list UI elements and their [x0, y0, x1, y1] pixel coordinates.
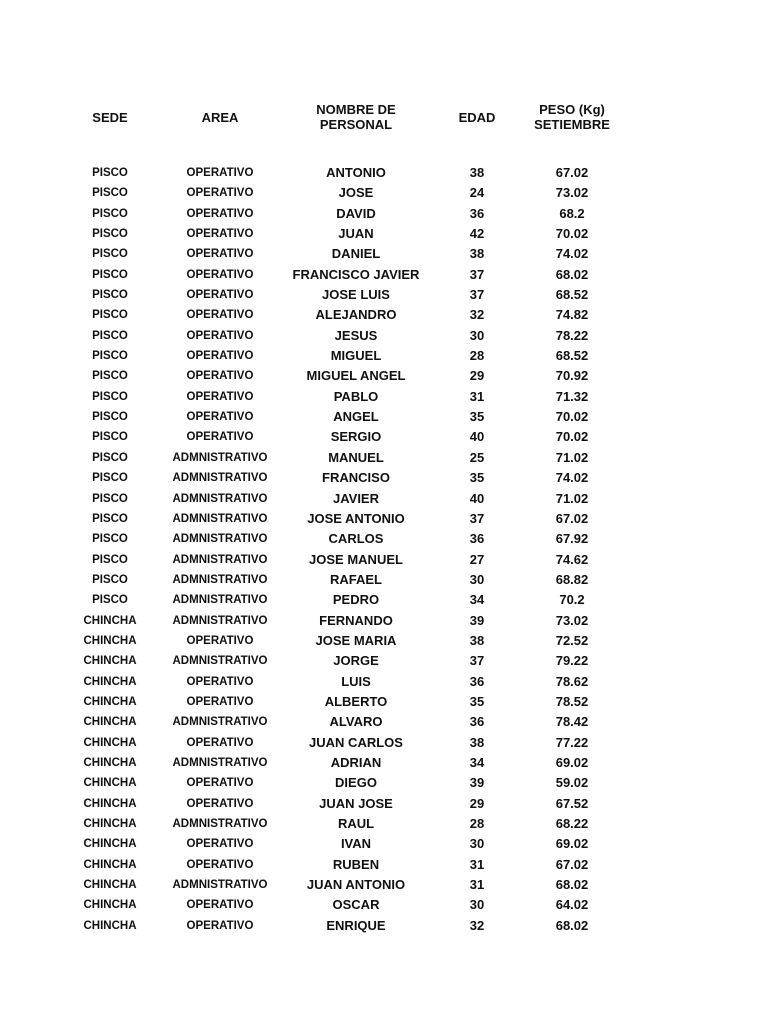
table-row	[0, 366, 768, 386]
cell-peso: 69.02	[555, 754, 589, 770]
table-row	[0, 427, 768, 447]
cell-sede: PISCO	[92, 207, 128, 220]
cell-sede: CHINCHA	[83, 899, 137, 912]
cell-nombre: OSCAR	[332, 897, 380, 913]
table-row	[0, 916, 768, 936]
table-row	[0, 305, 768, 325]
cell-nombre: DAVID	[336, 205, 376, 221]
header-area: AREA	[201, 109, 239, 125]
table-row	[0, 163, 768, 183]
cell-peso: 74.62	[555, 551, 589, 567]
cell-area: ADMNISTRATIVO	[172, 879, 268, 892]
cell-peso: 68.02	[555, 266, 589, 282]
cell-nombre: MANUEL	[328, 449, 384, 465]
cell-peso: 68.52	[555, 348, 589, 364]
cell-area: OPERATIVO	[186, 329, 254, 342]
cell-edad: 29	[469, 795, 485, 811]
cell-area: OPERATIVO	[186, 797, 254, 810]
cell-edad: 31	[469, 388, 485, 404]
cell-area: OPERATIVO	[186, 167, 254, 179]
cell-sede: CHINCHA	[83, 756, 137, 769]
cell-area: OPERATIVO	[186, 187, 254, 200]
cell-nombre: ALEJANDRO	[315, 307, 397, 323]
table-row	[0, 570, 768, 590]
cell-edad: 34	[469, 592, 485, 608]
header-edad: EDAD	[458, 109, 496, 125]
cell-peso: 68.02	[555, 917, 589, 933]
cell-peso: 74.82	[555, 307, 589, 323]
table-row	[0, 733, 768, 753]
table-header	[0, 100, 768, 134]
cell-nombre: ENRIQUE	[326, 917, 386, 933]
header-nombre-de-personal: NOMBRE DE PERSONAL	[316, 102, 396, 132]
cell-area: ADMNISTRATIVO	[172, 573, 268, 586]
cell-sede: CHINCHA	[83, 655, 137, 668]
cell-nombre: JESUS	[334, 327, 378, 343]
cell-peso: 73.02	[555, 185, 589, 201]
cell-sede: PISCO	[92, 553, 128, 566]
cell-area: ADMNISTRATIVO	[172, 716, 268, 729]
cell-sede: PISCO	[92, 512, 128, 525]
cell-area: OPERATIVO	[186, 675, 254, 688]
cell-edad: 37	[469, 653, 485, 669]
cell-peso: 68.2	[559, 205, 585, 221]
cell-nombre: JUAN JOSE	[319, 795, 393, 811]
cell-sede: PISCO	[92, 390, 128, 403]
cell-sede: PISCO	[92, 594, 128, 607]
cell-peso: 74.02	[555, 470, 589, 486]
cell-sede: PISCO	[92, 228, 128, 241]
cell-area: ADMNISTRATIVO	[172, 472, 268, 485]
cell-peso: 70.02	[555, 226, 589, 242]
cell-area: ADMNISTRATIVO	[172, 553, 268, 566]
cell-sede: PISCO	[92, 167, 128, 179]
cell-sede: PISCO	[92, 309, 128, 322]
cell-area: OPERATIVO	[186, 858, 254, 871]
cell-edad: 34	[469, 754, 485, 770]
cell-peso: 68.22	[555, 816, 589, 831]
cell-peso: 71.02	[555, 490, 589, 506]
cell-edad: 35	[469, 693, 485, 709]
cell-edad: 32	[469, 917, 485, 933]
cell-peso: 68.02	[555, 877, 589, 893]
cell-sede: PISCO	[92, 268, 128, 281]
cell-edad: 38	[469, 165, 485, 180]
header-peso-setiembre: PESO (Kg) SETIEMBRE	[534, 102, 610, 132]
cell-sede: PISCO	[92, 370, 128, 383]
cell-sede: PISCO	[92, 289, 128, 302]
cell-area: OPERATIVO	[186, 248, 254, 261]
cell-area: OPERATIVO	[186, 736, 254, 749]
table-row	[0, 387, 768, 407]
cell-edad: 32	[469, 307, 485, 323]
table-row	[0, 204, 768, 224]
cell-edad: 30	[469, 897, 485, 913]
cell-edad: 37	[469, 266, 485, 282]
cell-nombre: PEDRO	[332, 592, 380, 608]
cell-peso: 79.22	[555, 653, 589, 669]
cell-nombre: JUAN	[338, 226, 374, 242]
cell-area: ADMNISTRATIVO	[172, 533, 268, 546]
cell-sede: CHINCHA	[83, 797, 137, 810]
cell-area: ADMNISTRATIVO	[172, 756, 268, 769]
table-row	[0, 407, 768, 427]
cell-sede: PISCO	[92, 329, 128, 342]
cell-sede: CHINCHA	[83, 634, 137, 647]
cell-peso: 70.02	[555, 429, 589, 445]
cell-edad: 31	[469, 856, 485, 872]
cell-edad: 38	[469, 632, 485, 648]
cell-sede: PISCO	[92, 573, 128, 586]
cell-area: OPERATIVO	[186, 919, 254, 932]
table-row	[0, 712, 768, 732]
cell-edad: 27	[469, 551, 485, 567]
cell-peso: 77.22	[555, 734, 589, 750]
cell-nombre: JOSE MANUEL	[309, 551, 403, 567]
cell-edad: 25	[469, 449, 485, 465]
cell-area: OPERATIVO	[186, 370, 254, 383]
cell-nombre: RUBEN	[332, 856, 380, 872]
cell-peso: 78.42	[555, 714, 589, 730]
cell-edad: 36	[469, 714, 485, 730]
cell-edad: 30	[469, 327, 485, 343]
table-row	[0, 651, 768, 671]
table-row	[0, 244, 768, 264]
cell-edad: 28	[469, 816, 485, 831]
cell-peso: 67.02	[555, 165, 589, 180]
cell-peso: 71.02	[555, 449, 589, 465]
table-row	[0, 692, 768, 712]
cell-sede: PISCO	[92, 187, 128, 200]
cell-area: ADMNISTRATIVO	[172, 594, 268, 607]
table-row	[0, 875, 768, 895]
cell-area: OPERATIVO	[186, 634, 254, 647]
cell-nombre: ADRIAN	[330, 754, 382, 770]
cell-peso: 70.02	[555, 409, 589, 425]
cell-nombre: JUAN ANTONIO	[306, 877, 406, 893]
cell-edad: 29	[469, 368, 485, 384]
cell-edad: 35	[469, 470, 485, 486]
cell-nombre: JOSE ANTONIO	[307, 510, 405, 526]
cell-edad: 30	[469, 571, 485, 587]
cell-peso: 78.62	[555, 673, 589, 689]
cell-nombre: MIGUEL	[330, 348, 382, 364]
cell-area: OPERATIVO	[186, 207, 254, 220]
cell-nombre: PABLO	[333, 388, 379, 404]
cell-sede: PISCO	[92, 451, 128, 464]
table-row	[0, 895, 768, 915]
cell-sede: CHINCHA	[83, 838, 137, 851]
cell-peso: 78.52	[555, 693, 589, 709]
cell-edad: 37	[469, 287, 485, 303]
cell-area: OPERATIVO	[186, 777, 254, 790]
cell-nombre: JOSE MARIA	[315, 632, 397, 648]
cell-area: OPERATIVO	[186, 838, 254, 851]
cell-sede: CHINCHA	[83, 614, 137, 627]
cell-peso: 71.32	[555, 388, 589, 404]
cell-sede: PISCO	[92, 472, 128, 485]
table-row	[0, 611, 768, 631]
table-row	[0, 631, 768, 651]
cell-area: OPERATIVO	[186, 390, 254, 403]
table-row	[0, 285, 768, 305]
cell-sede: CHINCHA	[83, 736, 137, 749]
table-row	[0, 326, 768, 346]
table-row	[0, 529, 768, 549]
cell-nombre: ANGEL	[333, 409, 379, 425]
table-row	[0, 509, 768, 529]
table-row	[0, 794, 768, 814]
cell-edad: 35	[469, 409, 485, 425]
cell-peso: 59.02	[555, 775, 589, 791]
cell-edad: 39	[469, 612, 485, 628]
cell-area: ADMNISTRATIVO	[172, 614, 268, 627]
cell-area: OPERATIVO	[186, 268, 254, 281]
cell-peso: 70.2	[559, 592, 585, 608]
cell-peso: 68.82	[555, 571, 589, 587]
cell-peso: 67.92	[555, 531, 589, 547]
cell-nombre: RAFAEL	[330, 571, 382, 587]
cell-edad: 37	[469, 510, 485, 526]
cell-peso: 68.52	[555, 287, 589, 303]
cell-sede: PISCO	[92, 411, 128, 424]
cell-sede: CHINCHA	[83, 818, 137, 830]
cell-area: OPERATIVO	[186, 350, 254, 363]
cell-nombre: FERNANDO	[319, 612, 393, 628]
cell-edad: 38	[469, 734, 485, 750]
cell-area: OPERATIVO	[186, 228, 254, 241]
table-row	[0, 814, 768, 834]
cell-edad: 36	[469, 673, 485, 689]
cell-nombre: DANIEL	[331, 246, 381, 262]
cell-edad: 40	[469, 429, 485, 445]
cell-sede: PISCO	[92, 248, 128, 261]
cell-area: OPERATIVO	[186, 431, 254, 444]
cell-nombre: LUIS	[341, 673, 371, 689]
cell-nombre: JAVIER	[333, 490, 379, 506]
cell-area: OPERATIVO	[186, 899, 254, 912]
cell-area: ADMNISTRATIVO	[172, 655, 268, 668]
cell-nombre: JUAN CARLOS	[309, 734, 403, 750]
table-row	[0, 448, 768, 468]
table-row	[0, 265, 768, 285]
cell-area: ADMNISTRATIVO	[172, 492, 268, 505]
cell-peso: 73.02	[555, 612, 589, 628]
cell-nombre: IVAN	[340, 836, 372, 852]
cell-area: OPERATIVO	[186, 289, 254, 302]
cell-edad: 40	[469, 490, 485, 506]
cell-sede: PISCO	[92, 492, 128, 505]
cell-peso: 78.22	[555, 327, 589, 343]
cell-sede: CHINCHA	[83, 879, 137, 892]
table-row	[0, 489, 768, 509]
cell-area: ADMNISTRATIVO	[172, 818, 268, 830]
cell-nombre: ANTONIO	[326, 165, 386, 180]
cell-peso: 70.92	[555, 368, 589, 384]
cell-area: OPERATIVO	[186, 411, 254, 424]
table-row	[0, 590, 768, 610]
cell-nombre: SERGIO	[330, 429, 382, 445]
table-row	[0, 672, 768, 692]
cell-peso: 67.52	[555, 795, 589, 811]
cell-area: OPERATIVO	[186, 309, 254, 322]
table-row	[0, 855, 768, 875]
cell-nombre: RAUL	[337, 816, 375, 831]
cell-nombre: ALBERTO	[324, 693, 388, 709]
cell-sede: CHINCHA	[83, 858, 137, 871]
table-row	[0, 346, 768, 366]
cell-nombre: FRANCISCO JAVIER	[292, 266, 420, 282]
table-row	[0, 468, 768, 488]
table-row	[0, 550, 768, 570]
cell-area: OPERATIVO	[186, 695, 254, 708]
table-row	[0, 834, 768, 854]
cell-edad: 38	[469, 246, 485, 262]
cell-edad: 28	[469, 348, 485, 364]
cell-edad: 24	[469, 185, 485, 201]
cell-nombre: DIEGO	[335, 775, 377, 791]
header-sede: SEDE	[92, 109, 128, 125]
cell-peso: 72.52	[555, 632, 589, 648]
cell-sede: CHINCHA	[83, 777, 137, 790]
cell-area: ADMNISTRATIVO	[172, 451, 268, 464]
cell-sede: CHINCHA	[83, 919, 137, 932]
cell-nombre: CARLOS	[328, 531, 384, 547]
cell-sede: PISCO	[92, 533, 128, 546]
cell-nombre: JOSE	[338, 185, 374, 201]
table-row	[0, 183, 768, 203]
cell-nombre: JOSE LUIS	[322, 287, 390, 303]
cell-peso: 64.02	[555, 897, 589, 913]
cell-area: ADMNISTRATIVO	[172, 512, 268, 525]
cell-nombre: JORGE	[333, 653, 379, 669]
table-row	[0, 753, 768, 773]
cell-edad: 42	[469, 226, 485, 242]
cell-sede: CHINCHA	[83, 675, 137, 688]
cell-sede: CHINCHA	[83, 716, 137, 729]
cell-peso: 69.02	[555, 836, 589, 852]
cell-peso: 74.02	[555, 246, 589, 262]
table-row	[0, 224, 768, 244]
cell-edad: 30	[469, 836, 485, 852]
cell-edad: 31	[469, 877, 485, 893]
cell-edad: 36	[469, 205, 485, 221]
cell-sede: PISCO	[92, 431, 128, 444]
cell-peso: 67.02	[555, 510, 589, 526]
cell-sede: CHINCHA	[83, 695, 137, 708]
cell-nombre: MIGUEL ANGEL	[306, 368, 406, 384]
cell-edad: 36	[469, 531, 485, 547]
cell-peso: 67.02	[555, 856, 589, 872]
cell-sede: PISCO	[92, 350, 128, 363]
table-row	[0, 773, 768, 793]
table-body	[0, 163, 768, 936]
cell-edad: 39	[469, 775, 485, 791]
cell-nombre: ALVARO	[329, 714, 383, 730]
cell-nombre: FRANCISO	[322, 470, 390, 486]
